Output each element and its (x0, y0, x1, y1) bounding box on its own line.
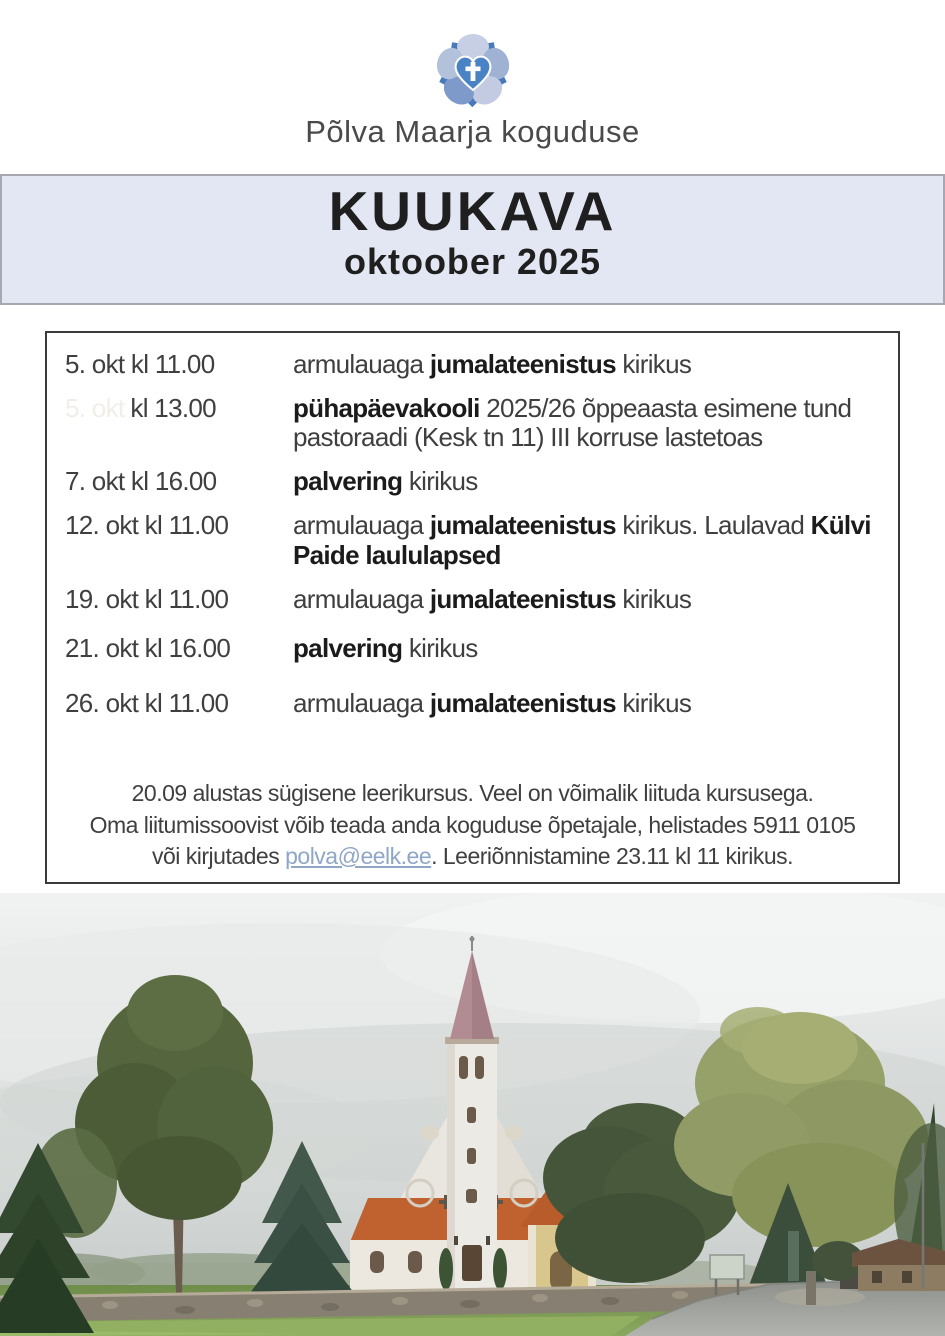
poster-subtitle: oktoober 2025 (343, 241, 602, 282)
text: kirikus (402, 632, 478, 663)
schedule-row (65, 689, 890, 718)
bold-text: jumalateenistus (429, 583, 616, 614)
schedule-note (47, 778, 898, 873)
text: armulauaga (293, 583, 430, 614)
schedule-box (45, 331, 900, 884)
text: . Leeriõnnistamine 23.11 kl 11 kirikus. (431, 843, 794, 869)
schedule-time: 26. okt kl 11.00 (65, 687, 229, 718)
schedule-description (293, 350, 890, 379)
bold-text: Külvi Paide laululapsed (293, 510, 871, 570)
schedule-description (293, 467, 890, 496)
congregation-title: Põlva Maarja koguduse (305, 114, 640, 149)
schedule-description (293, 585, 890, 614)
schedule-time: 7. okt kl 16.00 (65, 466, 217, 497)
text: kirikus (615, 687, 692, 718)
bold-text: jumalateenistus (429, 349, 616, 379)
text: armulauaga (293, 510, 430, 541)
schedule-time: 19. okt kl 11.00 (65, 583, 229, 614)
schedule-row (65, 585, 890, 614)
text: 20.09 alustas sügisene leerikursus. Veel on võimalik liituda kursusega. (131, 780, 814, 806)
note-line (47, 810, 898, 842)
schedule-description (293, 689, 890, 718)
text: 2025/26 õppeaasta esimene tund pastoraadi (Kesk tn 11) III korruse lastetoas (293, 393, 852, 453)
text: kirikus (402, 466, 478, 497)
schedule-time: 5. okt kl 11.00 (65, 349, 215, 379)
text: kirikus (615, 583, 692, 614)
text: armulauaga (293, 349, 430, 379)
schedule-rows (65, 350, 890, 733)
bold-text: jumalateenistus (429, 687, 616, 718)
luther-rose-icon (423, 24, 523, 124)
schedule-description (293, 511, 890, 569)
text: või kirjutades (151, 843, 286, 869)
church-photo (0, 893, 945, 1336)
email-link[interactable]: polva@eelk.ee (285, 843, 432, 869)
schedule-time: 5. okt kl 13.00 (65, 393, 216, 424)
schedule-row (65, 394, 890, 452)
schedule-row (65, 511, 890, 569)
schedule-row (65, 467, 890, 496)
schedule-time: 21. okt kl 16.00 (65, 632, 231, 663)
text: armulauaga (293, 687, 430, 718)
title-banner (0, 174, 945, 305)
schedule-row (65, 634, 890, 663)
ghost-date: 5. okt (65, 393, 125, 424)
text: kirikus. Laulavad (615, 510, 811, 541)
bold-text: palvering (293, 632, 403, 663)
bold-text: palvering (293, 466, 403, 497)
text: kirikus (615, 349, 692, 379)
schedule-time: 12. okt kl 11.00 (65, 510, 229, 541)
schedule-description (293, 394, 890, 452)
text: Oma liitumissoovist võib teada anda koguduse õpetajale, helistades 5911 0105 (89, 811, 856, 838)
bold-text: pühapäevakooli (293, 393, 480, 424)
schedule-row (65, 350, 890, 379)
note-line (47, 778, 898, 810)
poster-title: KUUKAVA (328, 180, 617, 242)
bold-text: jumalateenistus (429, 510, 616, 541)
schedule-description (293, 634, 890, 663)
note-line (47, 841, 898, 873)
